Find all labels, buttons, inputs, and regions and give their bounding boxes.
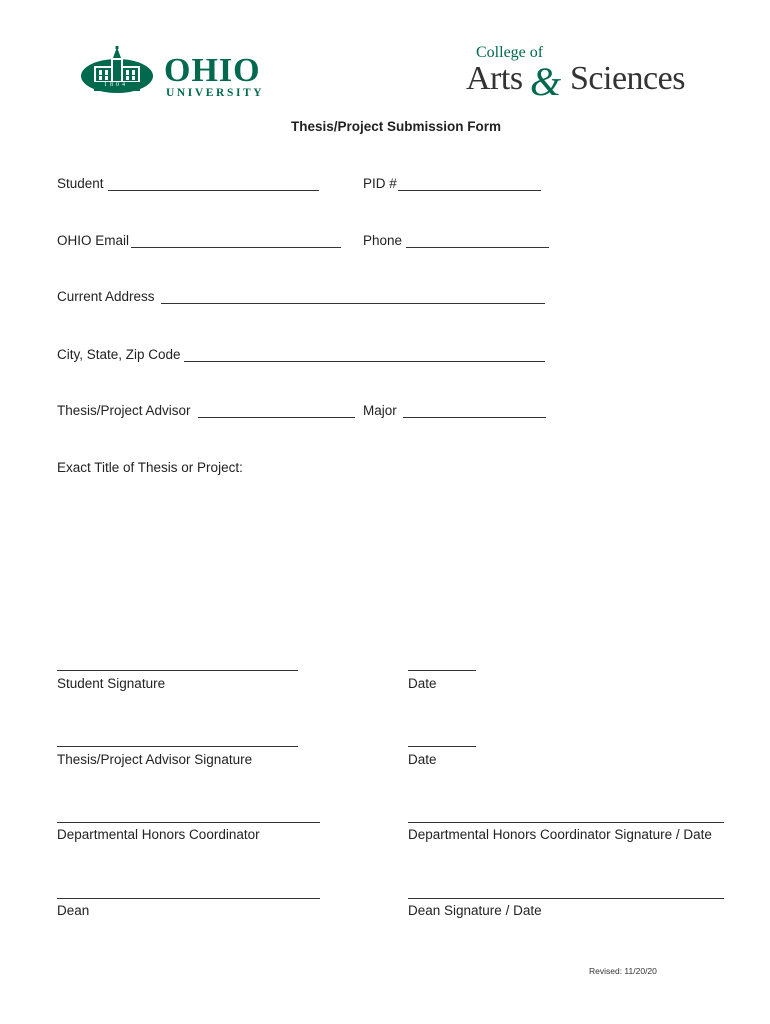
student-label: Student bbox=[57, 176, 104, 191]
email-label: OHIO Email bbox=[57, 233, 130, 248]
coordinator-signature-label: Departmental Honors Coordinator Signature / Date bbox=[408, 827, 712, 842]
dean-label: Dean bbox=[57, 903, 90, 918]
major-line[interactable] bbox=[403, 417, 546, 418]
email-line[interactable] bbox=[131, 247, 341, 248]
dean-name-line[interactable] bbox=[57, 898, 320, 899]
exact-title-area[interactable] bbox=[57, 482, 717, 652]
pid-label: PID # bbox=[363, 176, 397, 191]
dean-signature-line[interactable] bbox=[408, 898, 724, 899]
student-date-line[interactable] bbox=[408, 670, 476, 671]
student-signature-line[interactable] bbox=[57, 670, 298, 671]
form-title: Thesis/Project Submission Form bbox=[290, 119, 502, 134]
advisor-signature-label: Thesis/Project Advisor Signature bbox=[57, 752, 253, 767]
revised-date: Revised: 11/20/20 bbox=[589, 966, 657, 976]
phone-line[interactable] bbox=[406, 247, 549, 248]
pid-line[interactable] bbox=[398, 190, 541, 191]
address-line[interactable] bbox=[161, 303, 545, 304]
cutler-hall-seal-icon bbox=[80, 46, 156, 96]
ampersand-mark: & bbox=[530, 59, 562, 104]
ohio-wordmark: OHIO bbox=[164, 52, 261, 89]
dean-signature-label: Dean Signature / Date bbox=[408, 903, 542, 918]
coordinator-name-line[interactable] bbox=[57, 822, 320, 823]
student-signature-label: Student Signature bbox=[57, 676, 166, 691]
exact-title-label: Exact Title of Thesis or Project: bbox=[57, 460, 243, 475]
sciences-word: Sciences bbox=[570, 60, 685, 97]
college-of-label: College of bbox=[476, 44, 544, 61]
city-state-zip-label: City, State, Zip Code bbox=[57, 347, 181, 362]
advisor-date-label: Date bbox=[408, 752, 437, 767]
student-name-line[interactable] bbox=[108, 190, 319, 191]
founding-year: 1804 bbox=[104, 82, 128, 88]
major-label: Major bbox=[363, 403, 397, 418]
advisor-date-line[interactable] bbox=[408, 746, 476, 747]
advisor-line[interactable] bbox=[198, 417, 355, 418]
university-wordmark: UNIVERSITY bbox=[166, 87, 265, 99]
advisor-signature-line[interactable] bbox=[57, 746, 298, 747]
phone-label: Phone bbox=[363, 233, 403, 248]
student-date-label: Date bbox=[408, 676, 437, 691]
city-state-zip-line[interactable] bbox=[184, 361, 545, 362]
advisor-label: Thesis/Project Advisor bbox=[57, 403, 191, 418]
address-label: Current Address bbox=[57, 289, 155, 304]
coordinator-label: Departmental Honors Coordinator bbox=[57, 827, 260, 842]
arts-word: Arts bbox=[466, 60, 523, 97]
coordinator-signature-line[interactable] bbox=[408, 822, 724, 823]
